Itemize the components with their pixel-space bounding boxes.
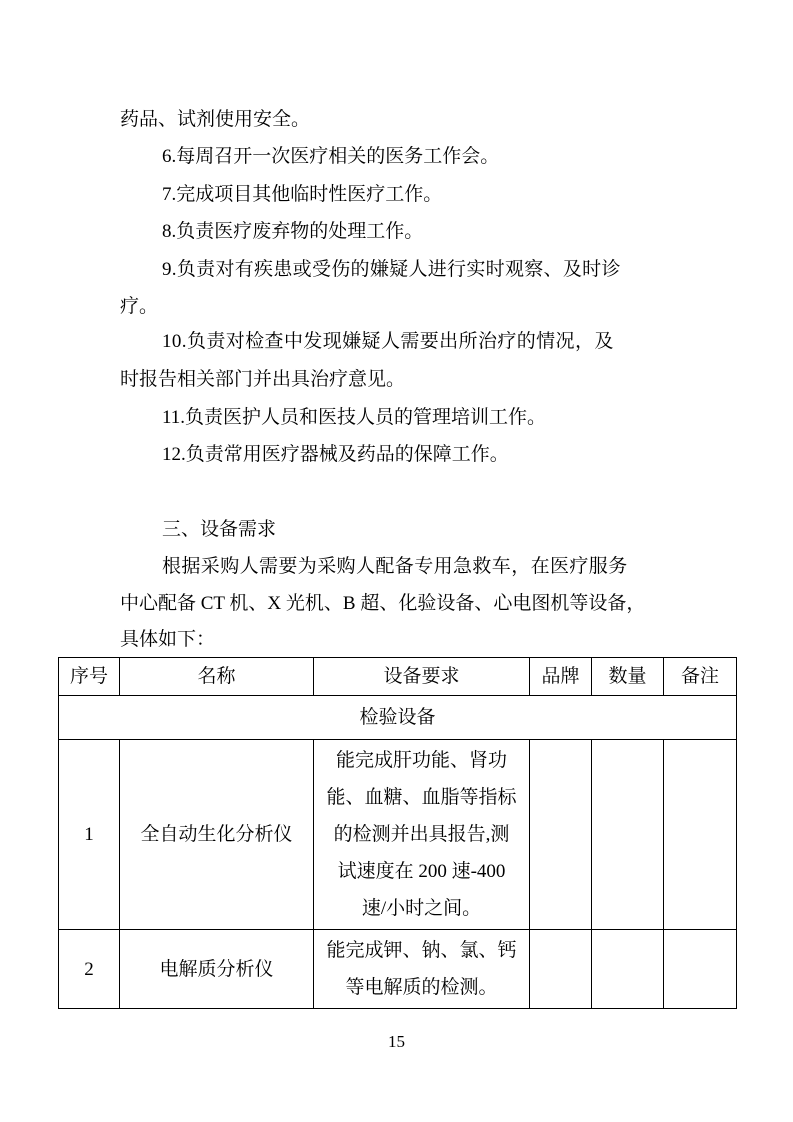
section-heading: 三、设备需求	[162, 519, 277, 540]
req-line: 的检测并出具报告,测	[333, 824, 510, 845]
name-cell: 全自动生化分析仪	[120, 740, 314, 930]
header-cell: 名称	[120, 658, 314, 696]
group-cell: 检验设备	[59, 696, 737, 740]
header-cell: 序号	[59, 658, 120, 696]
req-line: 等电解质的检测。	[345, 977, 498, 998]
group-row	[59, 696, 737, 740]
table-row	[59, 930, 737, 1009]
page-number: 15	[388, 1032, 405, 1051]
header-cell: 设备要求	[314, 658, 530, 696]
requirement-cell	[314, 930, 530, 1009]
body-line: 7.完成项目其他临时性医疗工作。	[162, 184, 443, 205]
intro-line: 根据采购人需要为采购人配备专用急救车，在医疗服务	[162, 556, 628, 577]
header-cell: 数量	[592, 658, 664, 696]
req-line: 能、血糖、血脂等指标	[326, 787, 517, 808]
req-line: 速/小时之间。	[361, 898, 482, 919]
brand-cell	[530, 740, 592, 930]
no-cell: 1	[59, 740, 120, 930]
body-line: 时报告相关部门并出具治疗意见。	[120, 369, 406, 390]
brand-cell	[530, 930, 592, 1009]
body-line: 12.负责常用医疗器械及药品的保障工作。	[162, 444, 509, 465]
body-line: 10.负责对检查中发现嫌疑人需要出所治疗的情况，及	[162, 331, 614, 352]
name-cell: 电解质分析仪	[120, 930, 314, 1009]
table-header-row	[59, 658, 737, 696]
body-line: 药品、试剂使用安全。	[120, 109, 311, 130]
qty-cell	[592, 740, 664, 930]
qty-cell	[592, 930, 664, 1009]
req-line: 能完成钾、钠、氯、钙	[326, 940, 517, 961]
intro-line: 具体如下：	[120, 629, 216, 650]
body-line: 8.负责医疗废弃物的处理工作。	[162, 221, 424, 242]
header-cell: 备注	[664, 658, 737, 696]
note-cell	[664, 740, 737, 930]
note-cell	[664, 930, 737, 1009]
req-line: 能完成肝功能、肾功	[335, 750, 507, 771]
body-line: 6.每周召开一次医疗相关的医务工作会。	[162, 146, 500, 167]
equipment-table	[58, 657, 737, 1009]
table-row	[59, 740, 737, 930]
intro-line: 中心配备 CT 机、X 光机、B 超、化验设备、心电图机等设备，	[120, 593, 646, 614]
header-cell: 品牌	[530, 658, 592, 696]
no-cell: 2	[59, 930, 120, 1009]
req-line: 试速度在 200 速-400	[337, 861, 506, 882]
body-line: 疗。	[120, 296, 159, 317]
body-line: 11.负责医护人员和医技人员的管理培训工作。	[162, 407, 547, 428]
body-line: 9.负责对有疾患或受伤的嫌疑人进行实时观察、及时诊	[162, 259, 621, 280]
requirement-cell	[314, 740, 530, 930]
